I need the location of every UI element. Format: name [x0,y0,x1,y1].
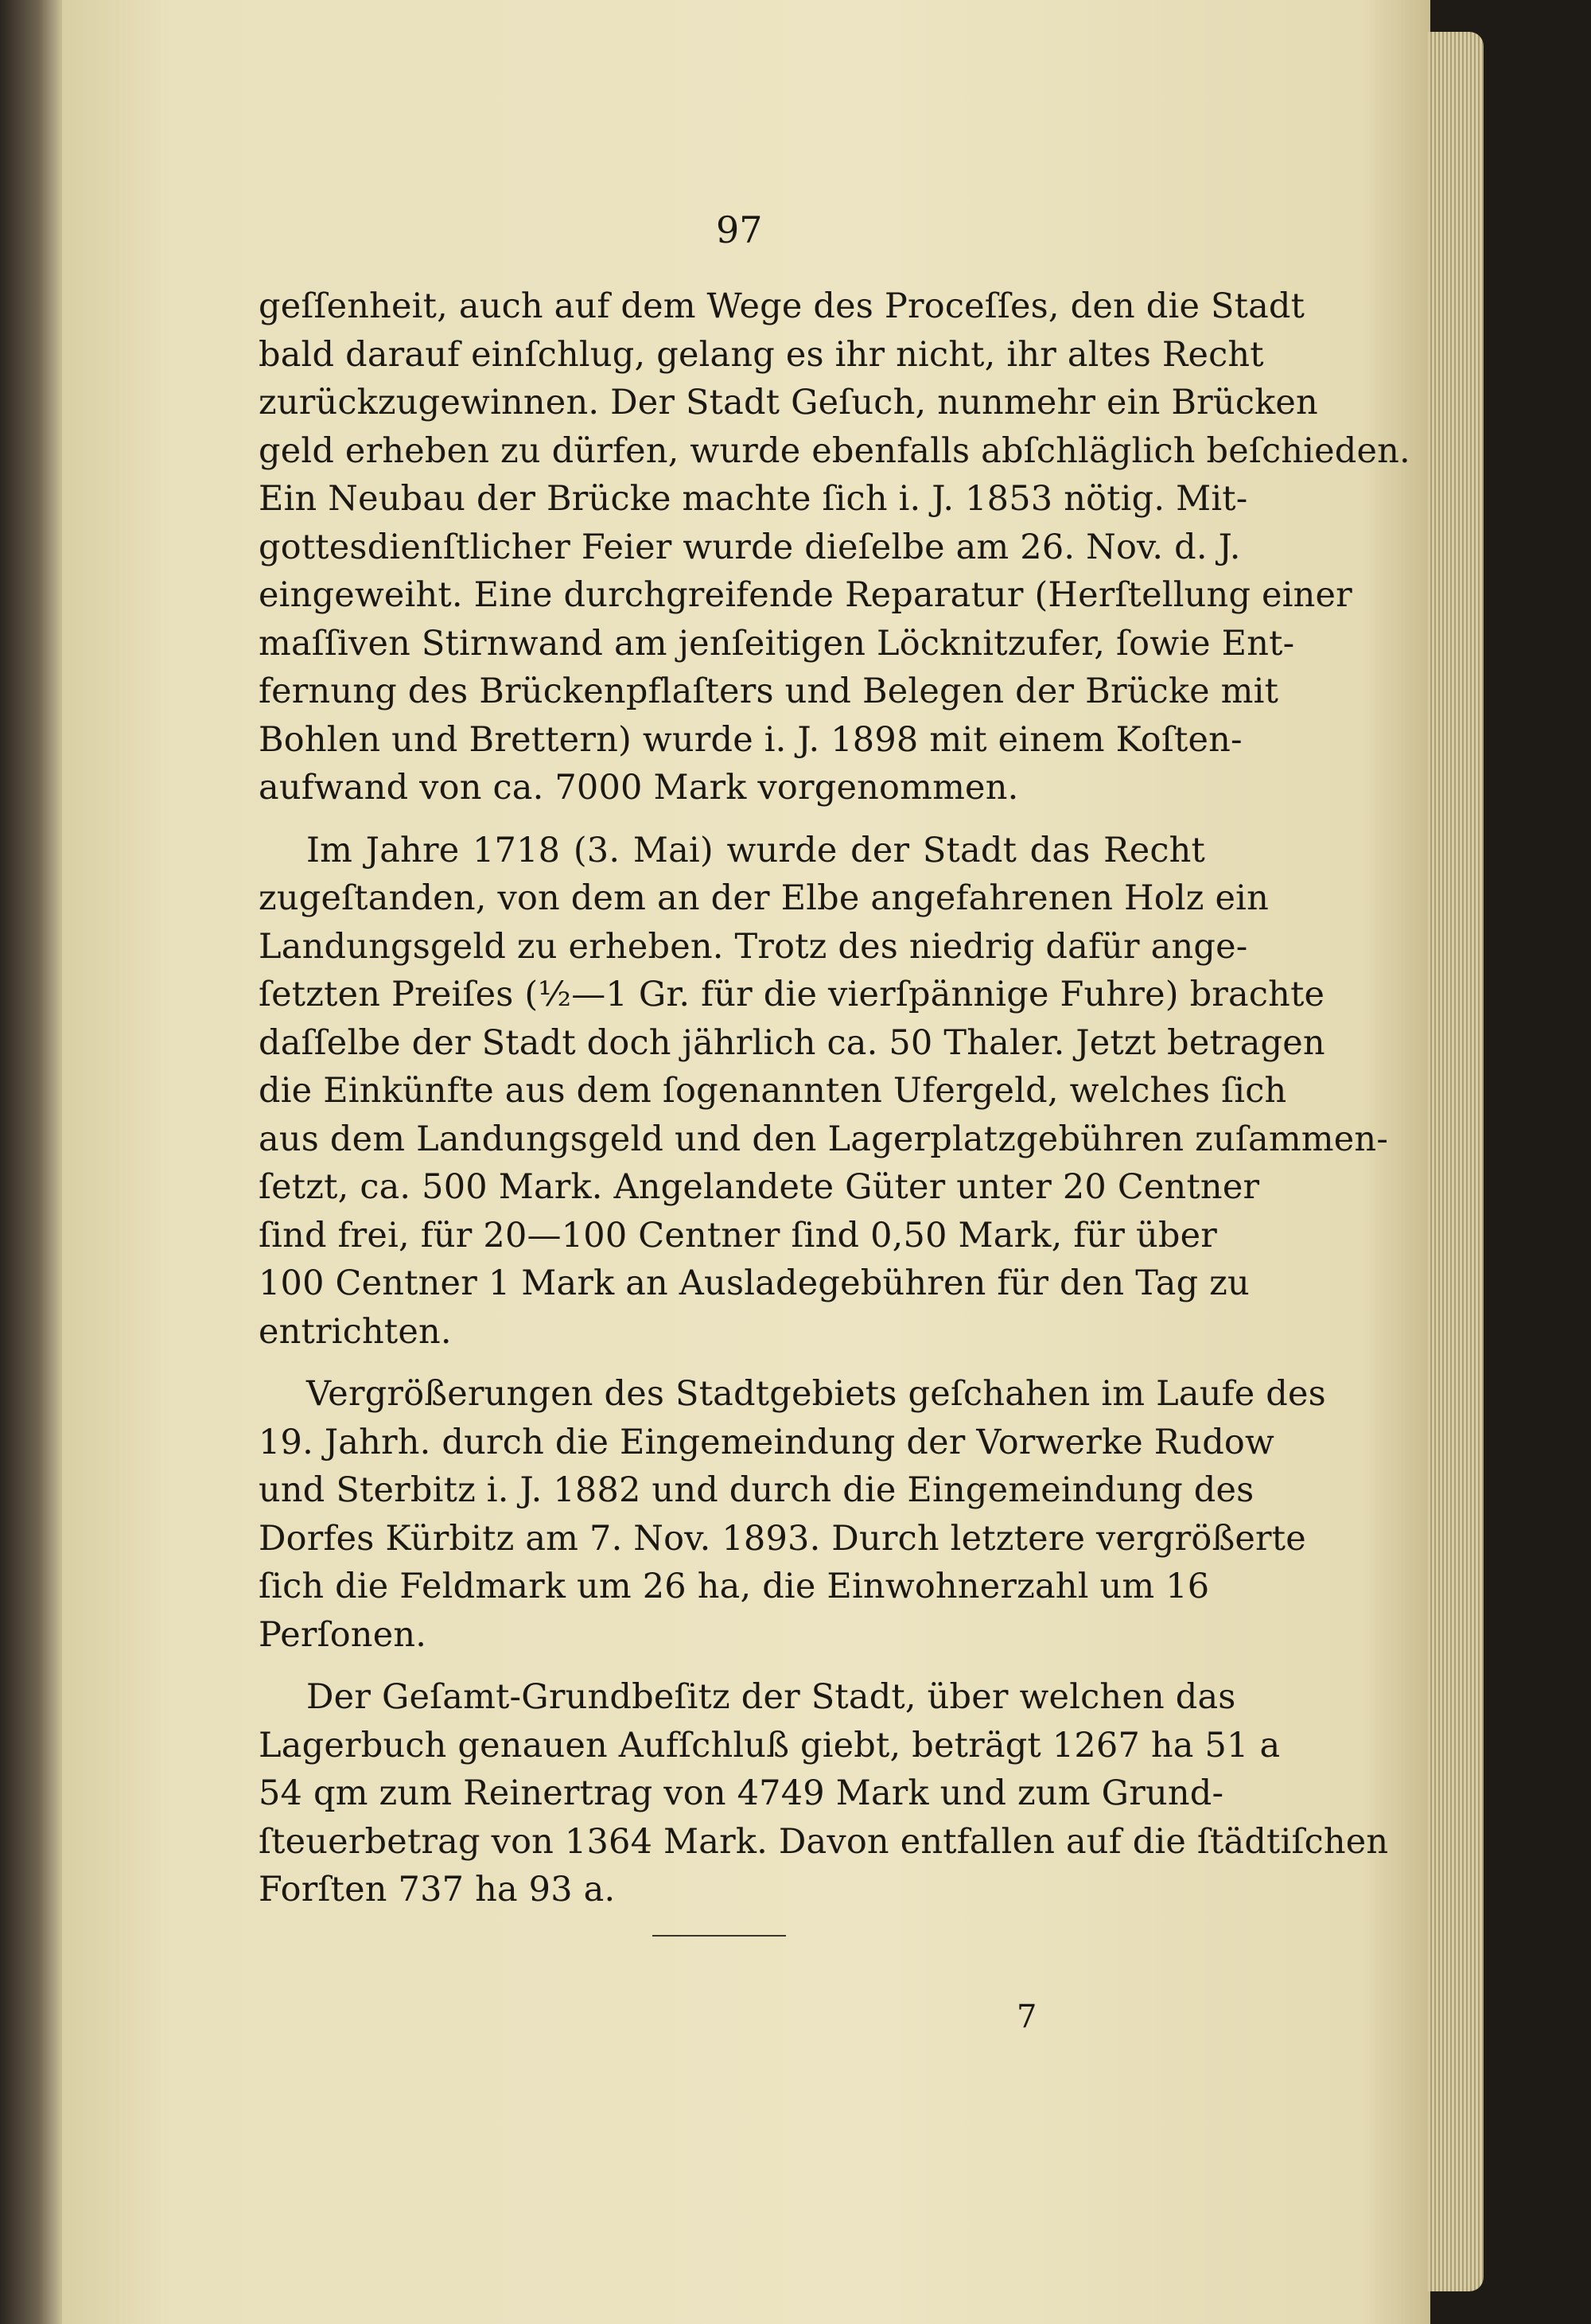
text-line: Lagerbuch genauen Aufſchluß giebt, beträgt 1267 ha 51 a [259,1725,1281,1765]
text-line: Perſonen. [259,1614,427,1655]
text-line: aus dem Landungsgeld und den Lagerplatzgebühren zuſammen- [259,1119,1389,1159]
text-line: und Sterbitz i. J. 1882 und durch die Eingemeindung des [259,1470,1255,1510]
text-line: zugeſtanden, von dem an der Elbe angefahrenen Holz ein [259,878,1269,918]
text-line: 54 qm zum Reinertrag von 4749 Mark und zum Grund- [259,1773,1224,1813]
text-line: Ein Neubau der Brücke machte ſich i. J. 1853 nötig. Mit- [259,479,1248,519]
text-line: Dorfes Kürbitz am 7. Nov. 1893. Durch letztere vergrößerte [259,1518,1306,1559]
book-binding [0,0,64,2324]
text-line: ſteuerbetrag von 1364 Mark. Davon entfallen auf die ſtädtiſchen [259,1821,1389,1862]
text-line: ſetzten Preiſes (½—1 Gr. für die vierſpännige Fuhre) brachte [259,975,1325,1014]
text-line: Im Jahre 1718 (3. Mai) wurde der Stadt das Recht [306,830,1205,870]
text-line: geld erheben zu dürfen, wurde ebenfalls abſchläglich beſchieden. [259,430,1410,471]
text-line: 19. Jahrh. durch die Eingemeindung der Vorwerke Rudow [259,1422,1275,1462]
signature-mark: 7 [1017,1999,1037,2035]
text-line: entrichten. [259,1311,452,1352]
text-line: gottesdienſtlicher Feier wurde dieſelbe am 26. Nov. d. J. [259,527,1241,567]
text-line: aufwand von ca. 7000 Mark vorgenommen. [259,768,1019,808]
text-line: zurückzugewinnen. Der Stadt Geſuch, nunmehr ein Brücken [259,383,1318,422]
text-line: daſſelbe der Stadt doch jährlich ca. 50 Thaler. Jetzt betragen [259,1022,1325,1063]
text-line: Der Geſamt-Grundbeſitz der Stadt, über welchen das [306,1677,1236,1717]
text-line: 100 Centner 1 Mark an Ausladegebühren für den Tag zu [259,1263,1250,1303]
text-line: ſetzt, ca. 500 Mark. Angelandete Güter unter 20 Centner [259,1167,1260,1207]
text-line: ſich die Feldmark um 26 ha, die Einwohnerzahl um 16 [259,1567,1210,1606]
text-line: bald darauf einſchlug, gelang es ihr nicht, ihr altes Recht [259,334,1264,375]
text-line: ſind frei, für 20—100 Centner ſind 0,50 Mark, für über [259,1215,1217,1255]
footnote-rule [652,1935,786,1937]
page-edges [1428,32,1484,2291]
text-line: Forſten 737 ha 93 a. [259,1870,616,1909]
text-line: eingeweiht. Eine durchgreifende Reparatur (Herſtellung einer [259,575,1352,615]
text-line: die Einkünfte aus dem ſogenannten Ufergeld, welches ſich [259,1071,1287,1111]
text-line: fernung des Brückenpflaſters und Belegen der Brücke mit [259,672,1279,711]
text-line: Vergrößerungen des Stadtgebiets geſchahen im Laufe des [306,1374,1326,1414]
text-line: Bohlen und Brettern) wurde i. J. 1898 mit einem Koſten- [259,719,1243,760]
page-number: 97 [716,208,763,251]
text-line: maſſiven Stirnwand am jenſeitigen Löcknitzufer, ſowie Ent- [259,623,1295,664]
text-line: Landungsgeld zu erheben. Trotz des niedrig dafür ange- [259,926,1248,967]
text-line: geſſenheit, auch auf dem Wege des Proceſſes, den die Stadt [259,286,1305,326]
